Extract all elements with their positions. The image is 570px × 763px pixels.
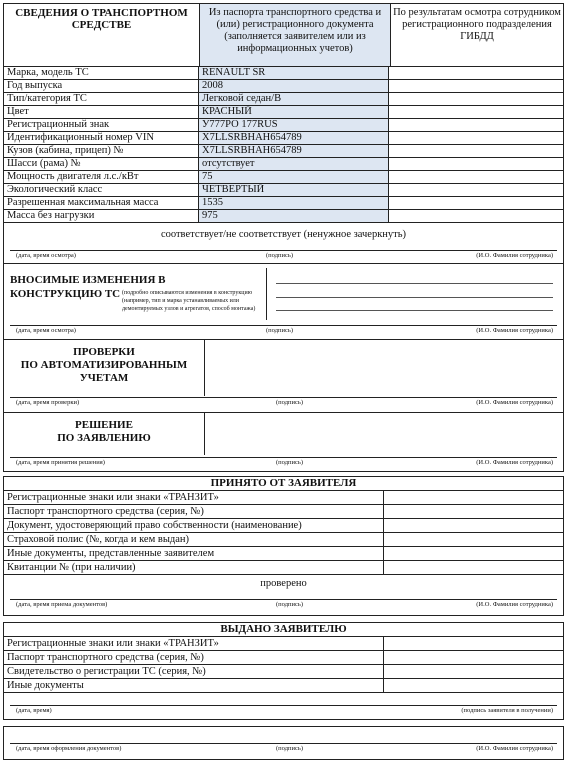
row-value[interactable]: 1535 [199,197,389,209]
header-vehicle-info: СВЕДЕНИЯ О ТРАНСПОРТНОМ СРЕДСТВЕ [4,4,200,66]
caption-name: (И.О. Фамилия сотрудника) [476,399,553,406]
row-label: Марка, модель ТС [4,67,199,79]
row-value[interactable]: отсутствует [199,158,389,170]
row-inspection[interactable] [389,67,563,79]
caption-date: (дата, время) [16,707,52,714]
changes-line[interactable] [276,283,553,284]
caption-signature: (подпись) [266,252,293,259]
row-inspection[interactable] [389,80,563,92]
accepted-row-label: Документ, удостоверяющий право собственности (наименование) [4,519,384,532]
changes-title-2: КОНСТРУКЦИЮ ТС [10,288,121,300]
checks-section [3,340,564,413]
row-label: Цвет [4,106,199,118]
caption-signature: (подпись заявителя в получении) [461,707,553,714]
row-value[interactable]: RENAULT SR [199,67,389,79]
signature-line[interactable] [10,397,557,398]
row-inspection[interactable] [389,210,563,222]
issued-title: ВЫДАНО ЗАЯВИТЕЛЮ [4,623,563,637]
accepted-title: ПРИНЯТО ОТ ЗАЯВИТЕЛЯ [4,477,563,491]
decision-title [4,413,205,455]
registration-form [3,3,564,760]
row-inspection[interactable] [389,184,563,196]
vehicle-row [3,67,564,80]
caption-name: (И.О. Фамилия сотрудника) [476,459,553,466]
row-inspection[interactable] [389,171,563,183]
inspection-status: соответствует/не соответствует (ненужное зачеркнуть) [160,229,407,240]
issued-row-label: Свидетельство о регистрации ТС (серия, №) [4,665,384,678]
row-value[interactable]: 975 [199,210,389,222]
checks-title-1: ПРОВЕРКИ [73,346,135,358]
header-inspection-results: По результатам осмотра сотрудником регистрационного подразделения ГИБДД [393,7,561,42]
vehicle-row [3,119,564,132]
row-label: Шасси (рама) № [4,158,199,170]
accepted-row [4,561,563,575]
accepted-row-value[interactable] [384,561,563,574]
vehicle-row [3,184,564,197]
checks-title-2: ПО АВТОМАТИЗИРОВАННЫМ [20,359,188,371]
caption-date: (дата, время проверки) [16,399,80,406]
row-label: Масса без нагрузки [4,210,199,222]
accepted-row [4,491,563,505]
row-inspection[interactable] [389,197,563,209]
vehicle-table [3,67,564,223]
vehicle-row [3,158,564,171]
vehicle-row [3,197,564,210]
signature-line[interactable] [10,325,557,326]
checks-title-3: УЧЕТАМ [79,372,129,384]
row-label: Разрешенная максимальная масса [4,197,199,209]
accepted-row-label: Страховой полис (№, когда и кем выдан) [4,533,384,546]
row-label: Идентификационный номер VIN [4,132,199,144]
issued-row [4,651,563,665]
vehicle-row [3,132,564,145]
row-value[interactable]: X7LLSRBHAH654789 [199,132,389,144]
form-header [3,3,564,67]
accepted-checked: проверено [260,578,307,589]
row-inspection[interactable] [389,93,563,105]
changes-title-box [4,268,267,320]
row-label: Экологический класс [4,184,199,196]
inspection-section [3,223,564,264]
changes-line[interactable] [276,297,553,298]
accepted-row-value[interactable] [384,519,563,532]
signature-line[interactable] [10,250,557,251]
row-label: Тип/категория ТС [4,93,199,105]
header-passport-data: Из паспорта транспортного средства и (или) регистрационного документа (заполняется заявителем или из информационных учетов) [200,4,391,66]
row-value[interactable]: Легковой седан/В [199,93,389,105]
changes-line[interactable] [276,310,553,311]
issued-row-label: Паспорт транспортного средства (серия, №) [4,651,384,664]
decision-title-1: РЕШЕНИЕ [75,419,133,431]
accepted-row-value[interactable] [384,505,563,518]
row-label: Год выпуска [4,80,199,92]
accepted-row-value[interactable] [384,491,563,504]
accepted-row [4,533,563,547]
row-label: Мощность двигателя л.с./кВт [4,171,199,183]
accepted-row-value[interactable] [384,533,563,546]
signature-line[interactable] [10,743,557,744]
caption-date: (дата, время приема документов) [16,601,108,608]
accepted-row-value[interactable] [384,547,563,560]
caption-signature: (подпись) [266,327,293,334]
vehicle-row [3,93,564,106]
signature-line[interactable] [10,705,557,706]
issued-row-value[interactable] [384,679,563,692]
vehicle-row [3,106,564,119]
issued-row-value[interactable] [384,665,563,678]
caption-date: (дата, время осмотра) [16,252,76,259]
row-inspection[interactable] [389,132,563,144]
accepted-row-label: Паспорт транспортного средства (серия, №) [4,505,384,518]
caption-date: (дата, время осмотра) [16,327,76,334]
signature-line[interactable] [10,599,557,600]
row-value[interactable]: КРАСНЫЙ [199,106,389,118]
row-inspection[interactable] [389,119,563,131]
vehicle-row [3,171,564,184]
row-inspection[interactable] [389,158,563,170]
issued-row [4,665,563,679]
issued-section [3,622,564,720]
changes-note: (подробно описываются изменения в конструкцию (например, тип и марка устанавливаемых или демонтируемых узлов и агрегатов, способ монтажа) [122,290,256,312]
issued-row-value[interactable] [384,637,563,650]
signature-line[interactable] [10,457,557,458]
row-value[interactable]: 2008 [199,80,389,92]
caption-signature: (подпись) [276,399,303,406]
row-inspection[interactable] [389,145,563,157]
caption-signature: (подпись) [276,459,303,466]
vehicle-row [3,80,564,93]
caption-date: (дата, время оформления документов) [16,745,122,752]
accepted-row-label: Квитанции № (при наличии) [4,561,384,574]
caption-name: (И.О. Фамилия сотрудника) [476,601,553,608]
row-value[interactable]: X7LLSRBHAH654789 [199,145,389,157]
issued-row-value[interactable] [384,651,563,664]
issued-row-label: Иные документы [4,679,384,692]
checks-title [4,340,205,396]
vehicle-row [3,210,564,223]
caption-name: (И.О. Фамилия сотрудника) [476,252,553,259]
caption-date: (дата, время принятия решения) [16,459,105,466]
changes-section [3,264,564,340]
accepted-row-label: Иные документы, представленные заявителем [4,547,384,560]
decision-title-2: ПО ЗАЯВЛЕНИЮ [57,432,151,444]
issued-row [4,679,563,693]
accepted-row-label: Регистрационные знаки или знаки «ТРАНЗИТ» [4,491,384,504]
issued-row-label: Регистрационные знаки или знаки «ТРАНЗИТ» [4,637,384,650]
caption-signature: (подпись) [276,601,303,608]
issued-row [4,637,563,651]
accepted-row [4,505,563,519]
row-value[interactable]: ЧЕТВЕРТЫЙ [199,184,389,196]
changes-title-1: ВНОСИМЫЕ ИЗМЕНЕНИЯ В [10,274,166,286]
caption-signature: (подпись) [276,745,303,752]
row-value[interactable]: У777РО 177RUS [199,119,389,131]
row-value[interactable]: 75 [199,171,389,183]
row-inspection[interactable] [389,106,563,118]
accepted-section [3,476,564,616]
caption-name: (И.О. Фамилия сотрудника) [476,745,553,752]
final-section [3,726,564,760]
row-label: Кузов (кабина, прицеп) № [4,145,199,157]
accepted-row [4,519,563,533]
accepted-row [4,547,563,561]
decision-section [3,413,564,472]
caption-name: (И.О. Фамилия сотрудника) [476,327,553,334]
vehicle-row [3,145,564,158]
row-label: Регистрационный знак [4,119,199,131]
